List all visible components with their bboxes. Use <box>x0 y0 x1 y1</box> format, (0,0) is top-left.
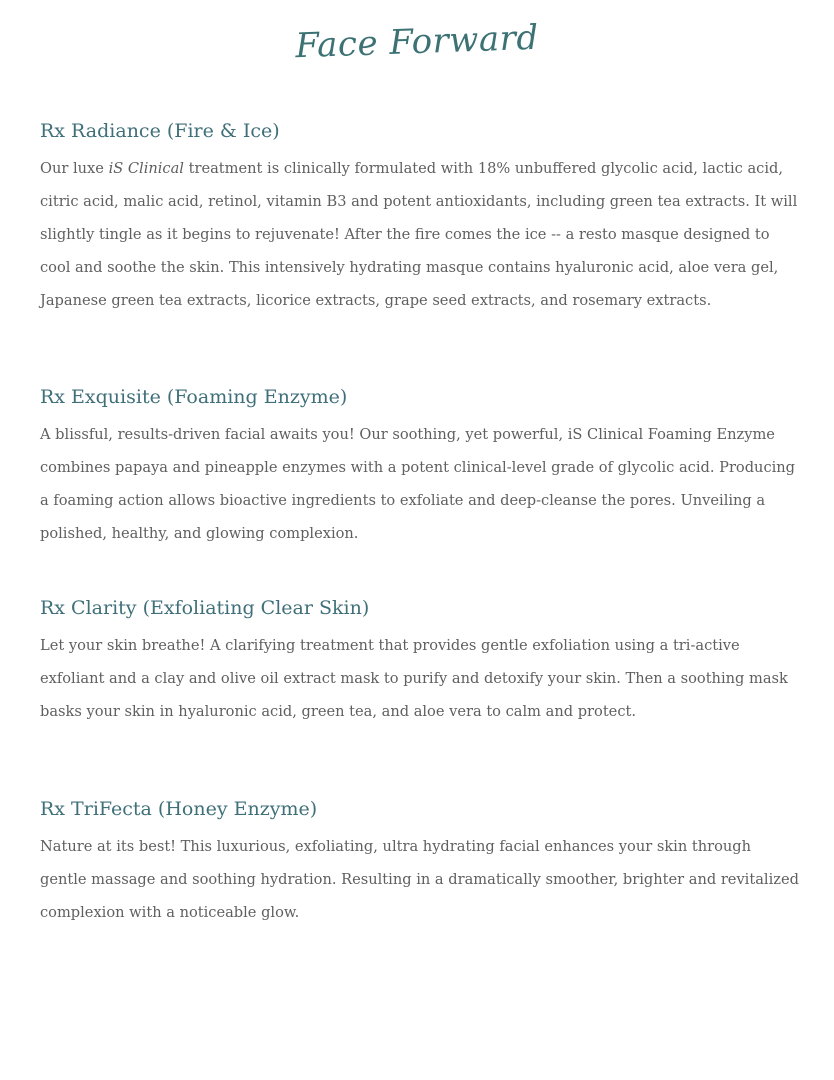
description-text: treatment is clinically formulated with 18% unbuffered glycolic acid, lactic acid, citric acid, malic acid, retinol, vitamin B3 and potent antioxidants, including green tea extracts. It will slightly tingle as it begins to rejuvenate! After the fire comes the ice -- a resto masque designed to cool and soothe the skin. This intensively hydrating masque contains hyaluronic acid, aloe vera gel, Japanese green tea extracts, licorice extracts, grape seed extracts, and rosemary extracts. <box>40 160 798 309</box>
service-description: A blissful, results-driven facial awaits you! Our soothing, yet powerful, iS Clinical Foaming Enzyme combines papaya and pineapple enzymes with a potent clinical-level grade of glycolic acid. Producing a foaming action allows bioactive ingredients to exfoliate and deep-cleanse the pores. Unveiling a polished, healthy, and glowing complexion. <box>40 426 796 542</box>
service-rx-exquisite <box>40 384 800 550</box>
page-title: Face Forward <box>294 17 540 67</box>
service-description: Let your skin breathe! A clarifying treatment that provides gentle exfoliation using a tri-active exfoliant and a clay and olive oil extract mask to purify and detoxify your skin. Then a soothing mask basks your skin in hyaluronic acid, green tea, and aloe vera to calm and protect. <box>40 637 788 720</box>
description-text: Our luxe <box>40 160 109 177</box>
service-heading: Rx TriFecta (Honey Enzyme) <box>40 798 318 820</box>
service-rx-radiance <box>40 118 800 317</box>
service-description <box>40 152 800 317</box>
service-rx-trifecta <box>40 796 800 929</box>
service-rx-clarity <box>40 595 800 728</box>
service-heading: Rx Clarity (Exfoliating Clear Skin) <box>40 597 370 619</box>
brand-name: iS Clinical <box>108 160 184 177</box>
service-heading: Rx Exquisite (Foaming Enzyme) <box>40 386 348 408</box>
service-description: Nature at its best! This luxurious, exfoliating, ultra hydrating facial enhances your skin through gentle massage and soothing hydration. Resulting in a dramatically smoother, brighter and revitalized complexion with a noticeable glow. <box>40 838 799 921</box>
service-heading: Rx Radiance (Fire & Ice) <box>40 120 280 142</box>
